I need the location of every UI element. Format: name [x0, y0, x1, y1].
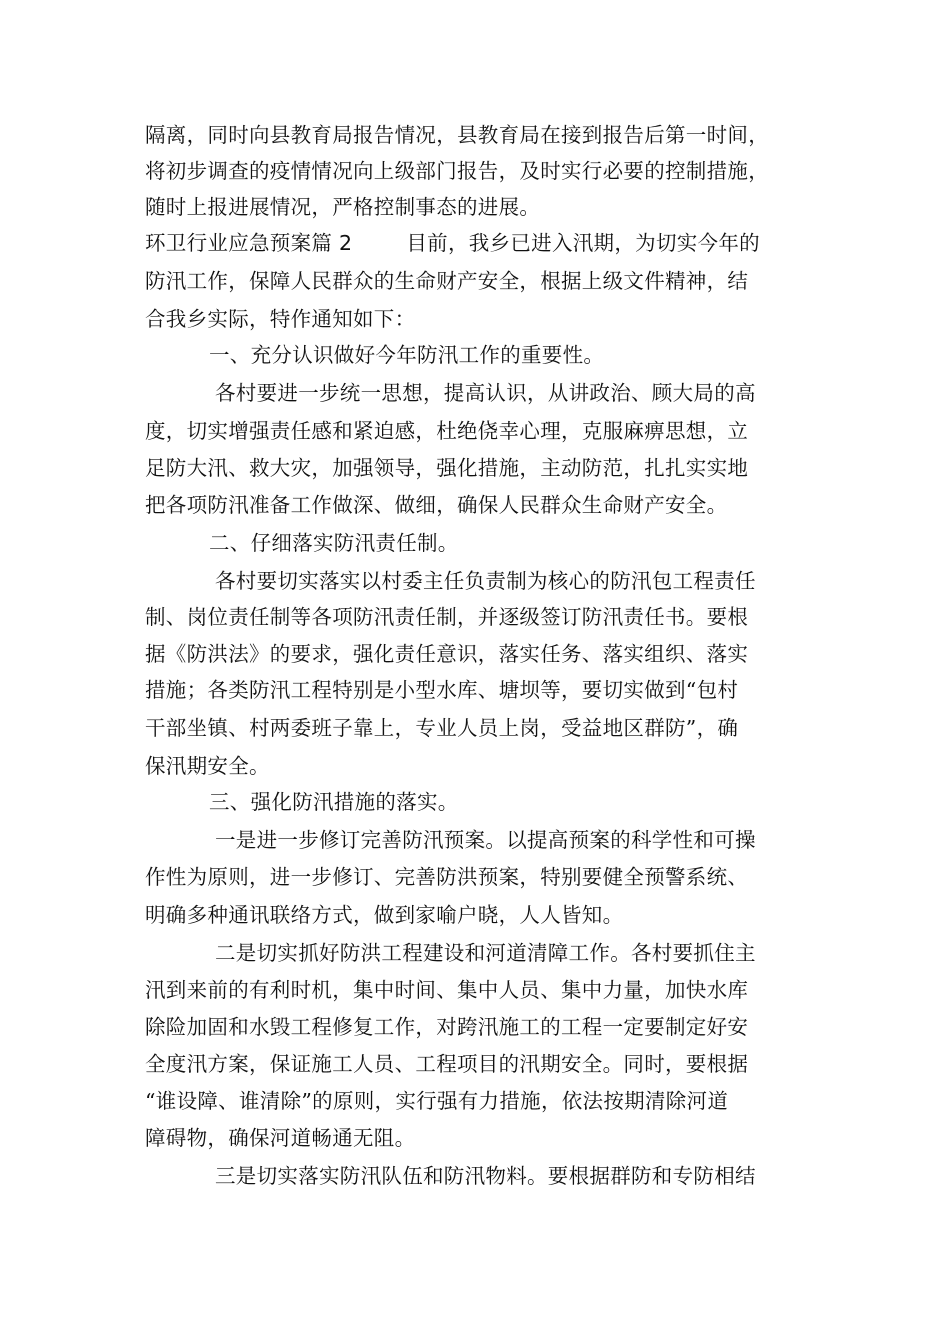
body-line: 措施；各类防汛工程特别是小型水库、塘坝等，要切实做到“包村 [145, 678, 739, 702]
body-line: 各村要进一步统一思想，提高认识，从讲政治、顾大局的高 [215, 381, 756, 405]
body-line: 干部坐镇、村两委班子靠上，专业人员上岗，受益地区群防”，确 [145, 716, 739, 740]
body-line: 除险加固和水毁工程修复工作，对跨汛施工的工程一定要制定好安 [145, 1015, 749, 1039]
body-line: 一是进一步修订完善防汛预案。以提高预案的科学性和可操 [215, 828, 756, 852]
section-heading-line [145, 230, 815, 256]
body-line: 度，切实增强责任感和紧迫感，杜绝侥幸心理，克服麻痹思想，立 [145, 419, 749, 443]
body-line: 汛到来前的有利时机，集中时间、集中人员、集中力量，加快水库 [145, 978, 749, 1002]
body-line: 足防大汛、救大灾，加强领导，强化措施，主动防范，扎扎实实地 [145, 456, 749, 480]
body-line: 据《防洪法》的要求，强化责任意识，落实任务、落实组织、落实 [145, 642, 749, 666]
section-heading: 环卫行业应急预案篇 2 [145, 231, 353, 255]
body-line: 制、岗位责任制等各项防汛责任制，并逐级签订防汛责任书。要根 [145, 605, 749, 629]
body-line: 全度汛方案，保证施工人员、工程项目的汛期安全。同时，要根据 [145, 1052, 749, 1076]
body-line: 随时上报进展情况，严格控制事态的进展。 [145, 195, 541, 219]
body-line: 把各项防汛准备工作做深、做细，确保人民群众生命财产安全。 [145, 493, 728, 517]
body-line: 明确多种通讯联络方式，做到家喻户晓，人人皆知。 [145, 903, 624, 927]
subheading-2: 二、仔细落实防汛责任制。 [209, 531, 459, 555]
body-line: 防汛工作，保障人民群众的生命财产安全，根据上级文件精神，结 [145, 269, 749, 293]
body-line: 三是切实落实防汛队伍和防汛物料。要根据群防和专防相结 [215, 1164, 756, 1188]
body-line: 保汛期安全。 [145, 754, 270, 778]
body-line-run: 目前，我乡已进入汛期，为切实今年的 [406, 231, 760, 255]
body-line: 作性为原则，进一步修订、完善防洪预案，特别要健全预警系统、 [145, 865, 749, 889]
body-line: 二是切实抓好防洪工程建设和河道清障工作。各村要抓住主 [215, 941, 756, 965]
body-line: 各村要切实落实以村委主任负责制为核心的防汛包工程责任 [215, 569, 756, 593]
body-line: “谁设障、谁清除”的原则，实行强有力措施，依法按期清除河道 [145, 1089, 729, 1113]
subheading-3: 三、强化防汛措施的落实。 [209, 790, 459, 814]
body-line: 障碍物，确保河道畅通无阻。 [145, 1126, 416, 1150]
subheading-1: 一、充分认识做好今年防汛工作的重要性。 [209, 343, 605, 367]
body-line: 将初步调查的疫情情况向上级部门报告，及时实行必要的控制措施， [145, 159, 769, 183]
body-line: 合我乡实际，特作通知如下： [145, 307, 416, 331]
body-line: 隔离，同时向县教育局报告情况，县教育局在接到报告后第一时间， [145, 123, 769, 147]
